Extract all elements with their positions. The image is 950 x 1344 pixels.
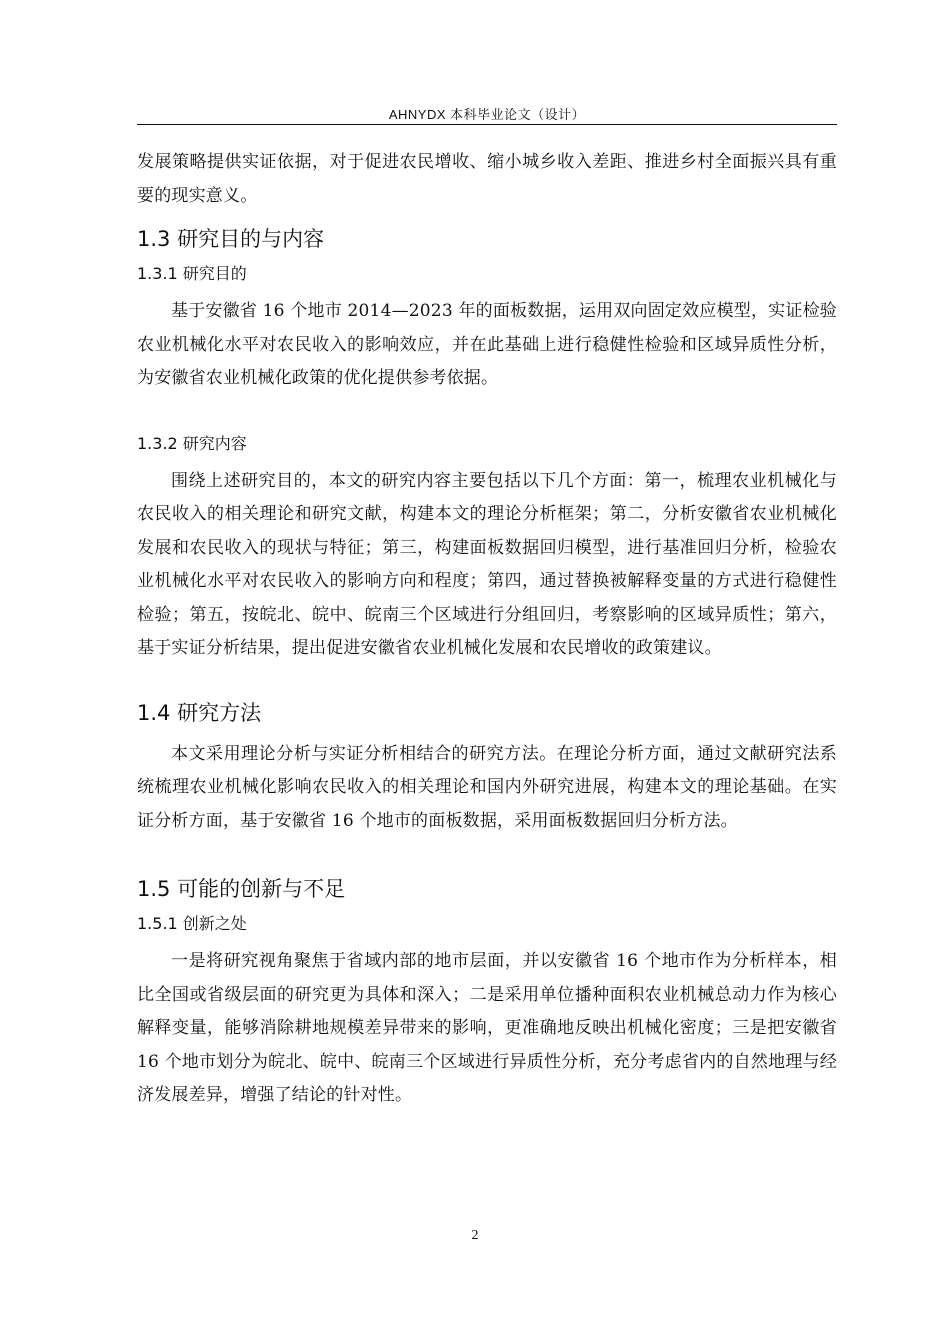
- page-body: [137, 146, 837, 1113]
- running-header: AHNYDX 本科毕业论文（设计）: [388, 107, 586, 122]
- paragraph-innovations: 一是将研究视角聚焦于省域内部的地市层面，并以安徽省 16 个地市作为分析样本，相比全国或省级层面的研究更为具体和深入；二是采用单位播种面积农业机械总动力作为核心解释变量，能够消除耕地规模差异带来的影响，更准确地反映出机械化密度；三是把安徽省 16 个地市划分为皖北、皖中、皖南三个区域进行异质性分析，充分考虑省内的自然地理与经济发展差异，增强了结论的针对性。: [137, 951, 837, 1105]
- section-heading-1-4: 1.4 研究方法: [137, 700, 262, 725]
- subsection-heading-1-3-2: 1.3.2 研究内容: [137, 433, 247, 453]
- paragraph-research-methods: 本文采用理论分析与实证分析相结合的研究方法。在理论分析方面，通过文献研究法系统梳理农业机械化影响农民收入的相关理论和国内外研究进展，构建本文的理论基础。在实证分析方面，基于安徽省 16 个地市的面板数据，采用面板数据回归分析方法。: [137, 743, 837, 831]
- header-divider: [137, 124, 837, 125]
- section-heading-1-3: 1.3 研究目的与内容: [137, 227, 325, 251]
- subsection-heading-1-5-1: 1.5.1 创新之处: [137, 914, 247, 933]
- subsection-heading-1-3-1: 1.3.1 研究目的: [137, 264, 247, 283]
- paragraph-research-purpose: 基于安徽省 16 个地市 2014—2023 年的面板数据，运用双向固定效应模型，实证检验农业机械化水平对农民收入的影响效应，并在此基础上进行稳健性检验和区域异质性分析，为安徽省农业机械化政策的优化提供参考依据。: [137, 301, 837, 388]
- intro-paragraph: 发展策略提供实证依据，对于促进农民增收、缩小城乡收入差距、推进乡村全面振兴具有重要的现实意义。: [137, 152, 837, 206]
- paragraph-research-content: 围绕上述研究目的，本文的研究内容主要包括以下几个方面：第一，梳理农业机械化与农民收入的相关理论和研究文献，构建本文的理论分析框架；第二，分析安徽省农业机械化发展和农民收入的现状与特征；第三，构建面板数据回归模型，进行基准回归分析，检验农业机械化水平对农民收入的影响方向和程度；第四，通过替换被解释变量的方式进行稳健性检验；第五，按皖北、皖中、皖南三个区域进行分组回归，考察影响的区域异质性；第六，基于实证分析结果，提出促进安徽省农业机械化发展和农民增收的政策建议。: [137, 470, 837, 658]
- section-heading-1-5: 1.5 可能的创新与不足: [137, 877, 346, 901]
- page-number: 2: [471, 1228, 479, 1243]
